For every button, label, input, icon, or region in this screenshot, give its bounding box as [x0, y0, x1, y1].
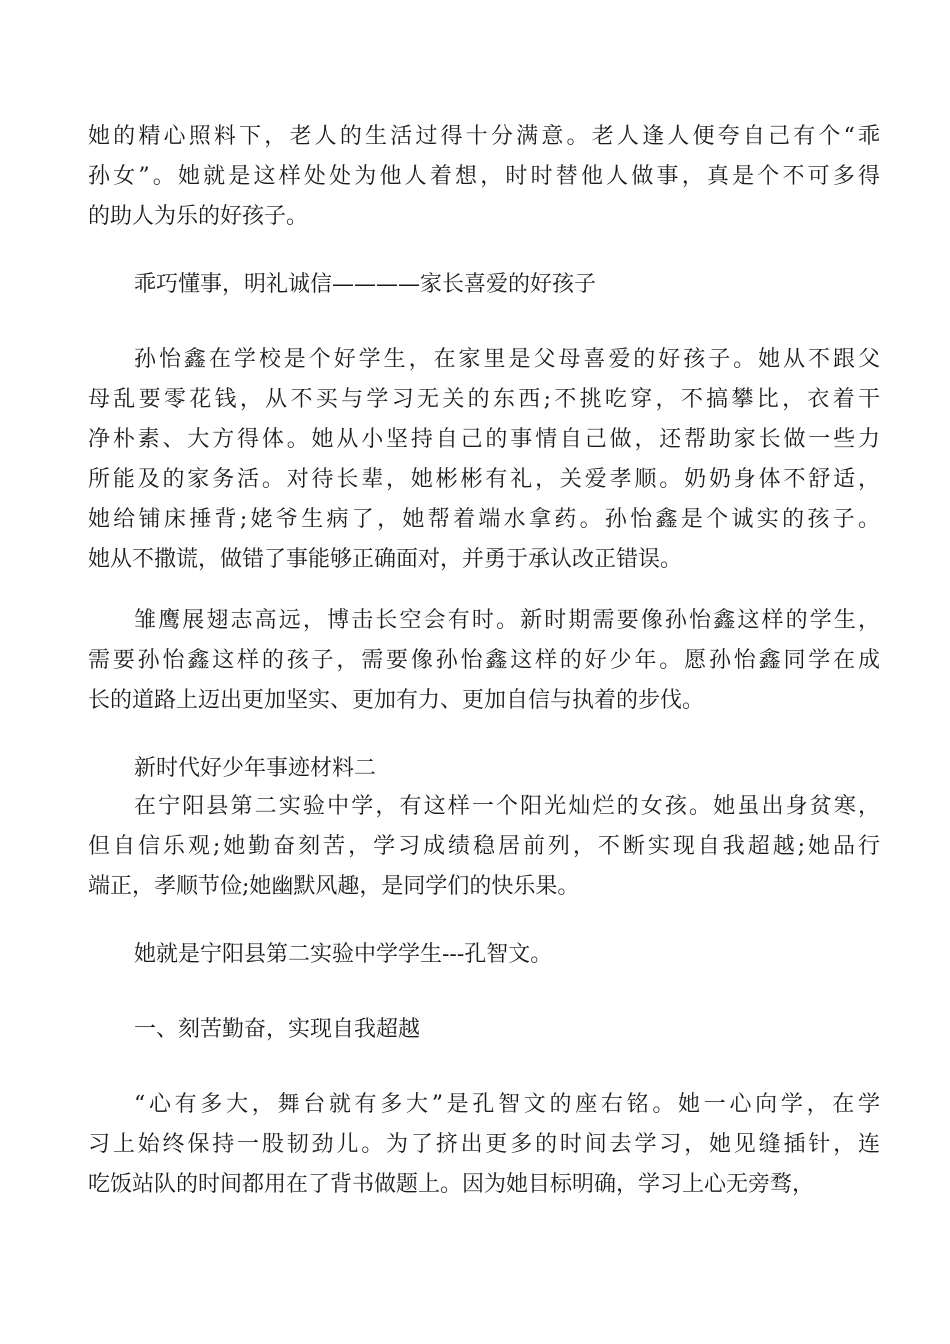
- text-line: 但自信乐观;她勤奋刻苦，学习成绩稳居前列，不断实现自我超越;她品行: [88, 834, 880, 859]
- section-heading-one: [88, 1010, 880, 1050]
- section-heading-material-two: [88, 749, 880, 789]
- text-line: 乖巧懂事，明礼诚信————家长喜爱的好孩子: [134, 272, 597, 297]
- text-line: 端正，孝顺节俭;她幽默风趣，是同学们的快乐果。: [88, 874, 580, 899]
- paragraph-home: [88, 340, 880, 580]
- text-line: 的助人为乐的好孩子。: [88, 204, 309, 229]
- text-line: 她从不撒谎，做错了事能够正确面对，并勇于承认改正错误。: [88, 547, 683, 572]
- text-line: 新时代好少年事迹材料二: [134, 756, 377, 781]
- text-line: 所能及的家务活。对待长辈，她彬彬有礼，关爱孝顺。奶奶身体不舒适，: [88, 467, 880, 492]
- text-line: 她给铺床捶背;姥爷生病了，她帮着端水拿药。孙怡鑫是个诚实的孩子。: [88, 507, 880, 532]
- text-line: 习上始终保持一股韧劲儿。为了挤出更多的时间去学习，她见缝插针，连: [88, 1132, 880, 1157]
- text-line: 她就是宁阳县第二实验中学学生---孔智文。: [134, 942, 553, 967]
- paragraph-care: [88, 117, 880, 237]
- text-line: 孙女”。她就是这样处处为他人着想，时时替他人做事，真是个不可多得: [88, 164, 880, 189]
- text-line: 长的道路上迈出更加坚实、更加有力、更加自信与执着的步伐。: [88, 688, 705, 713]
- text-line: 需要孙怡鑫这样的孩子，需要像孙怡鑫这样的好少年。愿孙怡鑫同学在成: [88, 648, 880, 673]
- text-line: 孙怡鑫在学校是个好学生，在家里是父母喜爱的好孩子。她从不跟父: [134, 347, 880, 372]
- text-line: 吃饭站队的时间都用在了背书做题上。因为她目标明确，学习上心无旁骛，: [88, 1172, 815, 1197]
- text-line: 在宁阳县第二实验中学，有这样一个阳光灿烂的女孩。她虽出身贫寒，: [134, 794, 880, 819]
- text-line: 雏鹰展翅志高远，博击长空会有时。新时期需要像孙怡鑫这样的学生，: [134, 608, 880, 633]
- paragraph-motto: [88, 1085, 880, 1205]
- text-line: “心有多大，舞台就有多大”是孔智文的座右铭。她一心向学，在学: [134, 1092, 880, 1117]
- text-line: 她的精心照料下，老人的生活过得十分满意。老人逢人便夸自己有个“乖: [88, 124, 880, 149]
- paragraph-eagle: [88, 601, 880, 721]
- text-line: 母乱要零花钱，从不买与学习无关的东西;不挑吃穿，不搞攀比，衣着干: [88, 387, 880, 412]
- paragraph-ningyang: [88, 787, 880, 907]
- section-heading-obedient: [88, 265, 880, 305]
- text-line: 净朴素、大方得体。她从小坚持自己的事情自己做，还帮助家长做一些力: [88, 427, 880, 452]
- text-line: 一、刻苦勤奋，实现自我超越: [134, 1017, 421, 1042]
- paragraph-kong: [88, 935, 880, 975]
